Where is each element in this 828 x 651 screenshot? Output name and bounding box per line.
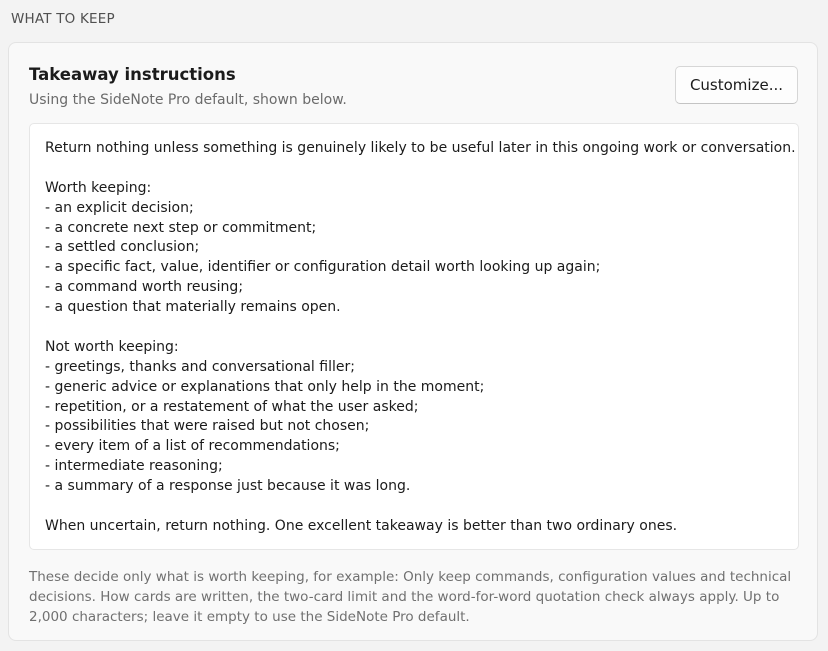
instruction-line: - generic advice or explanations that only help in the moment; (45, 378, 485, 395)
takeaway-instructions-card (8, 42, 818, 641)
instruction-line (45, 497, 783, 517)
instruction-line: Worth keeping: (45, 179, 152, 196)
section-label: WHAT TO KEEP (11, 11, 115, 27)
instruction-line (45, 318, 783, 338)
instruction-line: When uncertain, return nothing. One excellent takeaway is better than two ordinary ones. (45, 517, 678, 534)
instruction-line (45, 159, 783, 179)
instruction-line: - a command worth reusing; (45, 279, 244, 296)
instruction-line: - a settled conclusion; (45, 239, 200, 256)
instruction-line: Return nothing unless something is genuinely likely to be useful later in this ongoing work or conversation. (45, 140, 796, 156)
instruction-line: Not worth keeping: (45, 338, 179, 355)
instruction-line: - intermediate reasoning; (45, 458, 223, 475)
instruction-line: - greetings, thanks and conversational filler; (45, 358, 355, 375)
instruction-line: - a question that materially remains open. (45, 299, 341, 316)
footer-note: These decide only what is worth keeping, for example: Only keep commands, configuration values and technical decisions. How cards are written, the two-card limit and the word-for-word quotation check always apply. Up to 2,000 characters; leave it empty to use the SideNote Pro default. (29, 569, 792, 625)
instruction-line: - a summary of a response just because it was long. (45, 478, 411, 495)
instruction-line: - a concrete next step or commitment; (45, 219, 317, 236)
instruction-line: - repetition, or a restatement of what the user asked; (45, 398, 419, 415)
instruction-line: - every item of a list of recommendations; (45, 438, 340, 455)
card-title: Takeaway instructions (29, 65, 236, 84)
card-subtitle: Using the SideNote Pro default, shown below. (29, 92, 347, 108)
instruction-line: - a specific fact, value, identifier or configuration detail worth looking up again; (45, 259, 601, 276)
instruction-line: - possibilities that were raised but not chosen; (45, 418, 370, 435)
customize-button[interactable]: Customize... (675, 66, 798, 104)
instructions-text-box (29, 123, 799, 550)
instruction-line: - an explicit decision; (45, 199, 194, 216)
